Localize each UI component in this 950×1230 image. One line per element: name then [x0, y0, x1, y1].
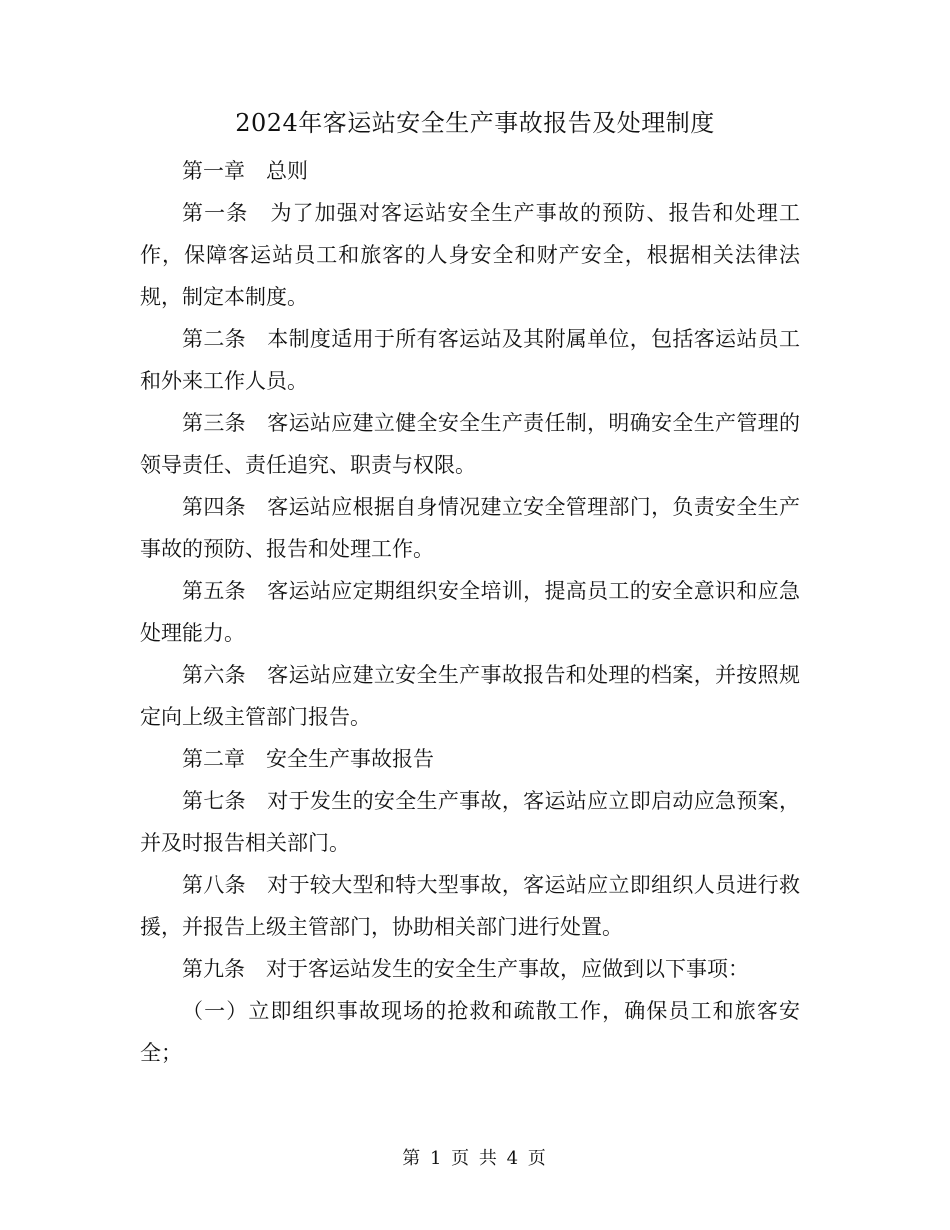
article-paragraph: 第九条 对于客运站发生的安全生产事故，应做到以下事项： [182, 957, 749, 981]
chapter-heading: 第一章 总则 [182, 159, 308, 183]
document-body [140, 150, 800, 1074]
article-paragraph: 第八条 对于较大型和特大型事故，客运站应立即组织人员进行救援，并报告上级主管部门，协助相关部门进行处置。 [140, 873, 800, 939]
document-title: 2024年客运站安全生产事故报告及处理制度 [235, 109, 715, 137]
article-paragraph: 第五条 客运站应定期组织安全培训，提高员工的安全意识和应急处理能力。 [140, 579, 800, 645]
page-number-footer: 第 1 页 共 4 页 [402, 1148, 548, 1169]
article-paragraph: 第七条 对于发生的安全生产事故，客运站应立即启动应急预案，并及时报告相关部门。 [140, 789, 800, 855]
article-paragraph: 第四条 客运站应根据自身情况建立安全管理部门，负责安全生产事故的预防、报告和处理工作。 [140, 495, 800, 561]
article-paragraph: 第六条 客运站应建立安全生产事故报告和处理的档案，并按照规定向上级主管部门报告。 [140, 663, 800, 729]
chapter-heading: 第二章 安全生产事故报告 [182, 747, 434, 771]
article-paragraph: 第二条 本制度适用于所有客运站及其附属单位，包括客运站员工和外来工作人员。 [140, 327, 800, 393]
list-item-paragraph: （一）立即组织事故现场的抢救和疏散工作，确保员工和旅客安全； [140, 999, 800, 1065]
article-paragraph: 第一条 为了加强对客运站安全生产事故的预防、报告和处理工作，保障客运站员工和旅客的人身安全和财产安全，根据相关法律法规，制定本制度。 [140, 201, 800, 309]
article-paragraph: 第三条 客运站应建立健全安全生产责任制，明确安全生产管理的领导责任、责任追究、职责与权限。 [140, 411, 800, 477]
